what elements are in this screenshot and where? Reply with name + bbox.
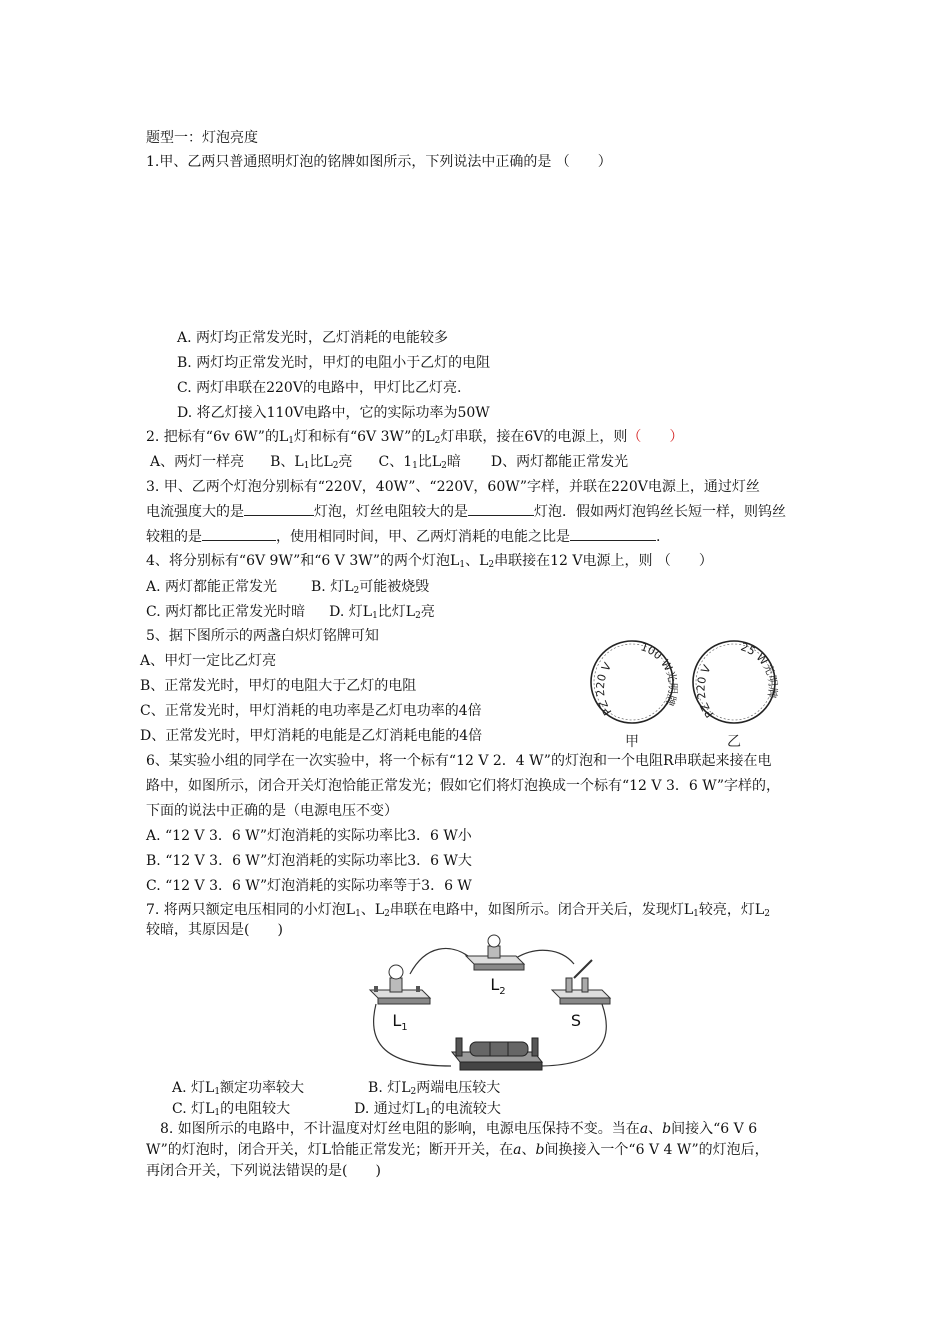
q6-line3: 下面的说法中正确的是（电源电压不变） xyxy=(146,803,398,819)
q2-options: A、两灯一样亮 B、$L_1$比$L_2$亮 C、$1_1$比$L_2$暗 D、两灯都能正常发光 xyxy=(150,454,629,471)
lamp1-right-text: 100 W光明牌 xyxy=(639,640,680,708)
q1-option-d: D. 将乙灯接入110V电路中，它的实际功率为50W xyxy=(177,405,490,421)
q3-line2: 电流强度大的是 灯泡，灯丝电阻较大的是 灯泡．假如两灯泡钨丝长短一样，则钨丝 xyxy=(146,501,786,522)
q6-option-c: C. “12 V 3．6 W”灯泡消耗的实际功率等于3．6 W xyxy=(146,878,472,894)
q4-stem: 4、将分别标有“6V 9W”和“6 V 3W”的两个灯泡$L_1$、$L_2$串联接在12 V电源上，则 （ ） xyxy=(146,553,713,570)
q6-option-a: A. “12 V 3．6 W”灯泡消耗的实际功率比3．6 W小 xyxy=(146,828,472,844)
label-l2: $L_2$ xyxy=(490,975,506,997)
q1-stem: 1.甲、乙两只普通照明灯泡的铭牌如图所示，下列说法中正确的是 （ ） xyxy=(146,154,612,170)
wire-l1-battery xyxy=(374,1004,451,1066)
q3-line1: 3. 甲、乙两个灯泡分别标有“220V，40W”、“220V，60W”字样，并联在220V电源上，通过灯丝 xyxy=(146,479,760,495)
switch-s xyxy=(552,960,610,1004)
q5-option-d: D、正常发光时，甲灯消耗的电能是乙灯消耗电能的4倍 xyxy=(140,728,483,744)
battery-holder xyxy=(452,1038,542,1070)
wire-l1-l2 xyxy=(410,949,468,974)
q1-option-c: C. 两灯串联在220V的电路中，甲灯比乙灯亮. xyxy=(177,380,462,396)
q2-stem: 2. 把标有“6v 6W”的$L_1$灯和标有“6V 3W”的$L_2$灯串联，接在6V的电源上，则（ ） xyxy=(146,429,684,446)
lamp2-right-text: 25 W光明牌 xyxy=(739,640,780,700)
q5-option-c: C、正常发光时，甲灯消耗的电功率是乙灯电功率的4倍 xyxy=(140,703,482,719)
lamp-l1 xyxy=(370,965,430,1004)
q3-line3: 较粗的是 ，使用相同时间，甲、乙两灯消耗的电能之比是 . xyxy=(146,526,660,547)
q5-option-b: B、正常发光时，甲灯的电阻大于乙灯的电阻 xyxy=(140,678,417,694)
lamp1-caption: 甲 xyxy=(625,734,639,750)
q7-options-cd: C. 灯$L_1$的电阻较大 D. 通过灯$L_1$的电流较大 xyxy=(172,1101,501,1118)
label-l1: $L_1$ xyxy=(392,1011,408,1033)
lamp2-caption: 乙 xyxy=(727,734,741,750)
q7-options-ab: A. 灯$L_1$额定功率较大 B. 灯$L_2$两端电压较大 xyxy=(172,1080,501,1097)
q6-line2: 路中，如图所示，闭合开关灯泡恰能正常发光；假如它们将灯泡换成一个标有“12 V 3．6 W”字样的， xyxy=(146,778,781,794)
q8-line2: W”的灯泡时，闭合开关，灯L恰能正常发光；断开开关，在a、b间换接入一个“6 V 4 W”的灯泡后， xyxy=(146,1142,769,1158)
q1-option-a: A. 两灯均正常发光时，乙灯消耗的电能较多 xyxy=(177,330,449,346)
lamp-l2 xyxy=(466,935,524,970)
q4-options-ab: A. 两灯都能正常发光 B. 灯$L_2$可能被烧毁 xyxy=(146,579,430,596)
q5-option-a: A、甲灯一定比乙灯亮 xyxy=(140,653,277,669)
wire-l2-s xyxy=(516,950,574,964)
q8-line3: 再闭合开关，下列说法错误的是( ) xyxy=(146,1163,381,1179)
q5-stem: 5、据下图所示的两盏白炽灯铭牌可知 xyxy=(146,628,379,644)
q7-line1: 7. 将两只额定电压相同的小灯泡$L_1$、$L_2$串联在电路中，如图所示。闭合开关后，发现灯$L_1$较亮，灯$L_2$ xyxy=(146,902,770,919)
q1-option-b: B. 两灯均正常发光时，甲灯的电阻小于乙灯的电阻 xyxy=(177,355,491,371)
q6-line1: 6、某实验小组的同学在一次实验中，将一个标有“12 V 2．4 W”的灯泡和一个电阻R串联起来接在电 xyxy=(146,753,772,769)
q4-options-cd: C. 两灯都比正常发光时暗 D. 灯$L_1$比灯$L_2$亮 xyxy=(146,604,435,621)
q6-option-b: B. “12 V 3．6 W”灯泡消耗的实际功率比3．6 W大 xyxy=(146,853,472,869)
section-heading: 题型一：灯泡亮度 xyxy=(146,130,258,146)
circuit-figure xyxy=(366,934,622,1080)
lamp1-left-text: PZ 220 V xyxy=(593,660,615,718)
lamp2-left-text: PZ 220 V xyxy=(694,662,717,721)
q8-line1: 8. 如图所示的电路中，不计温度对灯丝电阻的影响，电源电压保持不变。当在a、b间接入“6 V 6 xyxy=(160,1121,758,1137)
q2-option-a: A、两灯一样亮 xyxy=(150,454,245,470)
lamp-nameplates-figure xyxy=(584,632,784,752)
q7-line2: 较暗，其原因是( ) xyxy=(146,922,283,938)
q2-answer-paren: （ ） xyxy=(627,429,684,445)
label-s: S xyxy=(570,1011,582,1030)
